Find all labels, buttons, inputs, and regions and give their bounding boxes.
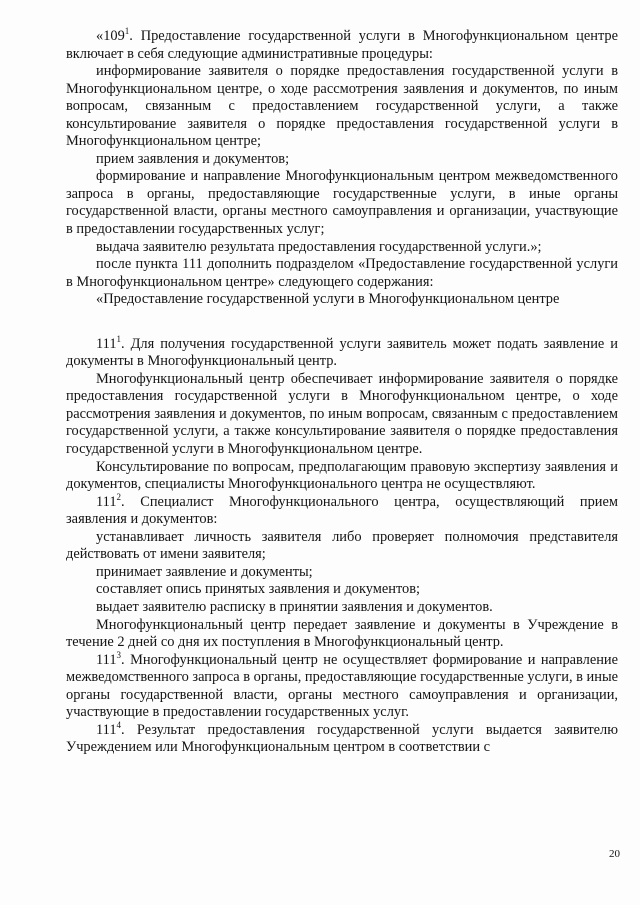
clause-superscript: 3 bbox=[116, 649, 122, 660]
paragraph-111-4 bbox=[66, 719, 618, 757]
list-item-informing: информирование заявителя о порядке предоставления государственной услуги в Многофункциональном центре, о ходе рассмотрения заявления и документов, по иным вопросам, связанным с предоставлением государственной услуги, а также консультирование заявителя о порядке предоставления государственной услуги в Многофункциональном центре; bbox=[66, 63, 618, 150]
clause-number: «109 bbox=[96, 28, 125, 44]
clause-number: 111 bbox=[96, 721, 117, 738]
clause-number: 111 bbox=[96, 493, 117, 510]
paragraph-text: . Предоставление государственной услуги в Многофункциональном центре включает в себя следующие административные процедуры: bbox=[66, 28, 618, 62]
blank-gap bbox=[66, 309, 618, 336]
list-item-issuance: выдача заявителю результата предоставления государственной услуги.»; bbox=[96, 238, 542, 255]
list-item-reception: прием заявления и документов; bbox=[96, 150, 290, 167]
paragraph-text: . Специалист Многофункционального центра, осуществляющий прием заявления и документов: bbox=[66, 493, 618, 528]
paragraph-text: . Для получения государственной услуги заявитель может подать заявление и документы в Многофункциональный центр. bbox=[66, 335, 618, 370]
paragraph-111-3 bbox=[66, 649, 618, 722]
clause-number: 111 bbox=[96, 335, 117, 352]
clause-number: 111 bbox=[96, 651, 117, 668]
paragraph-transfer: Многофункциональный центр передает заявление и документы в Учреждение в течение 2 дней со дня их поступления в Многофункциональный центр. bbox=[66, 616, 618, 651]
subsection-heading: «Предоставление государственной услуги в Многофункциональном центре bbox=[96, 291, 560, 308]
list-item-identity: устанавливает личность заявителя либо проверяет полномочия представителя действовать от имени заявителя; bbox=[66, 528, 618, 563]
list-item-inventory: составляет опись принятых заявления и документов; bbox=[96, 581, 421, 598]
page-number: 20 bbox=[609, 848, 620, 860]
paragraph-text: . Многофункциональный центр не осуществляет формирование и направление межведомственного запроса в органы, предоставляющие государственные услуги, в иные органы государственной власти, органы местного самоуправления и организации, участвующие в предоставлении государственных услуг. bbox=[66, 651, 618, 721]
list-item-receipt: выдает заявителю расписку в принятии заявления и документов. bbox=[96, 598, 493, 615]
document-body bbox=[66, 28, 618, 757]
list-item-accepts: принимает заявление и документы; bbox=[96, 563, 313, 580]
clause-superscript: 4 bbox=[116, 719, 122, 730]
paragraph-mfc-informing: Многофункциональный центр обеспечивает информирование заявителя о порядке предоставления государственной услуги в Многофункциональном центре, о ходе рассмотрения заявления и документов, по иным вопросам, связанным с предоставлением государственной услуги, а также консультирование заявителя о порядке предоставления государственной услуги в Многофункциональном центре. bbox=[66, 370, 618, 458]
list-item-request: формирование и направление Многофункциональным центром межведомственного запроса в органы, предоставляющие государственные услуги, в иные органы государственной власти, органы местного самоуправления и организации, участвующие в предоставлении государственных услуг; bbox=[66, 168, 618, 238]
clause-superscript: 1 bbox=[124, 26, 130, 37]
paragraph-111-2 bbox=[66, 491, 618, 529]
paragraph-consulting: Консультирование по вопросам, предполагающим правовую экспертизу заявления и документов, специалисты Многофункционального центра не осуществляют. bbox=[66, 458, 618, 493]
amendment-instruction: после пункта 111 дополнить подразделом «Предоставление государственной услуги в Многофункциональном центре» следующего содержания: bbox=[66, 256, 618, 290]
paragraph-111-1 bbox=[66, 333, 618, 371]
clause-superscript: 2 bbox=[116, 491, 122, 502]
paragraph-109-1 bbox=[66, 28, 618, 63]
paragraph-text: . Результат предоставления государственной услуги выдается заявителю Учреждением или Многофункциональным центром в соответствии с bbox=[66, 721, 618, 756]
clause-superscript: 1 bbox=[116, 333, 122, 344]
